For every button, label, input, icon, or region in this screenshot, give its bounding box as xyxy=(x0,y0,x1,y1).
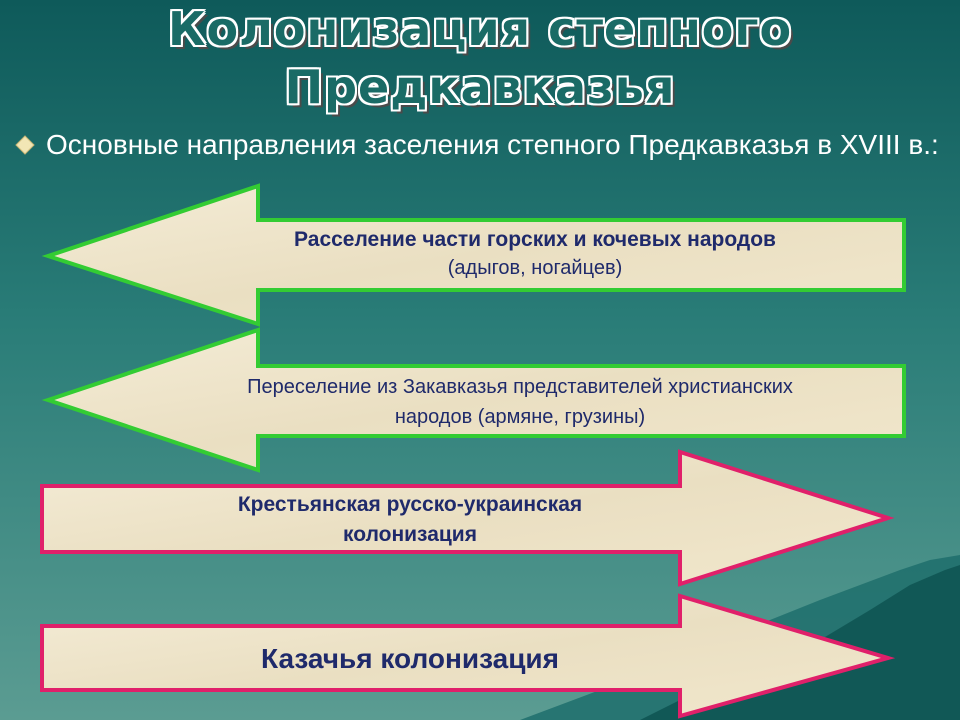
arrow-3-label xyxy=(70,490,750,550)
arrow-3-line-1: Крестьянская русско-украинская xyxy=(237,493,583,516)
arrow-2-line-1: Переселение из Закавказья представителей христианских xyxy=(247,376,793,398)
arrow-1-line-2: (адыгов, ногайцев) xyxy=(447,257,623,279)
arrow-1-label xyxy=(170,226,900,282)
title-line-1: Колонизация степного xyxy=(167,2,793,56)
bullet-text: Основные направления заселения степного Предкавказья в XVIII в.: xyxy=(46,129,939,160)
title-line-2: Предкавказья xyxy=(284,60,676,114)
arrow-2-label xyxy=(140,372,900,432)
arrow-2-line-2: народов (армяне, грузины) xyxy=(394,406,646,428)
arrow-1-line-1: Расселение части горских и кочевых народов xyxy=(294,228,776,251)
arrow-3-line-2: колонизация xyxy=(343,523,477,546)
arrow-4-label xyxy=(70,640,750,678)
arrow-4-line-1: Казачья колонизация xyxy=(261,643,559,674)
